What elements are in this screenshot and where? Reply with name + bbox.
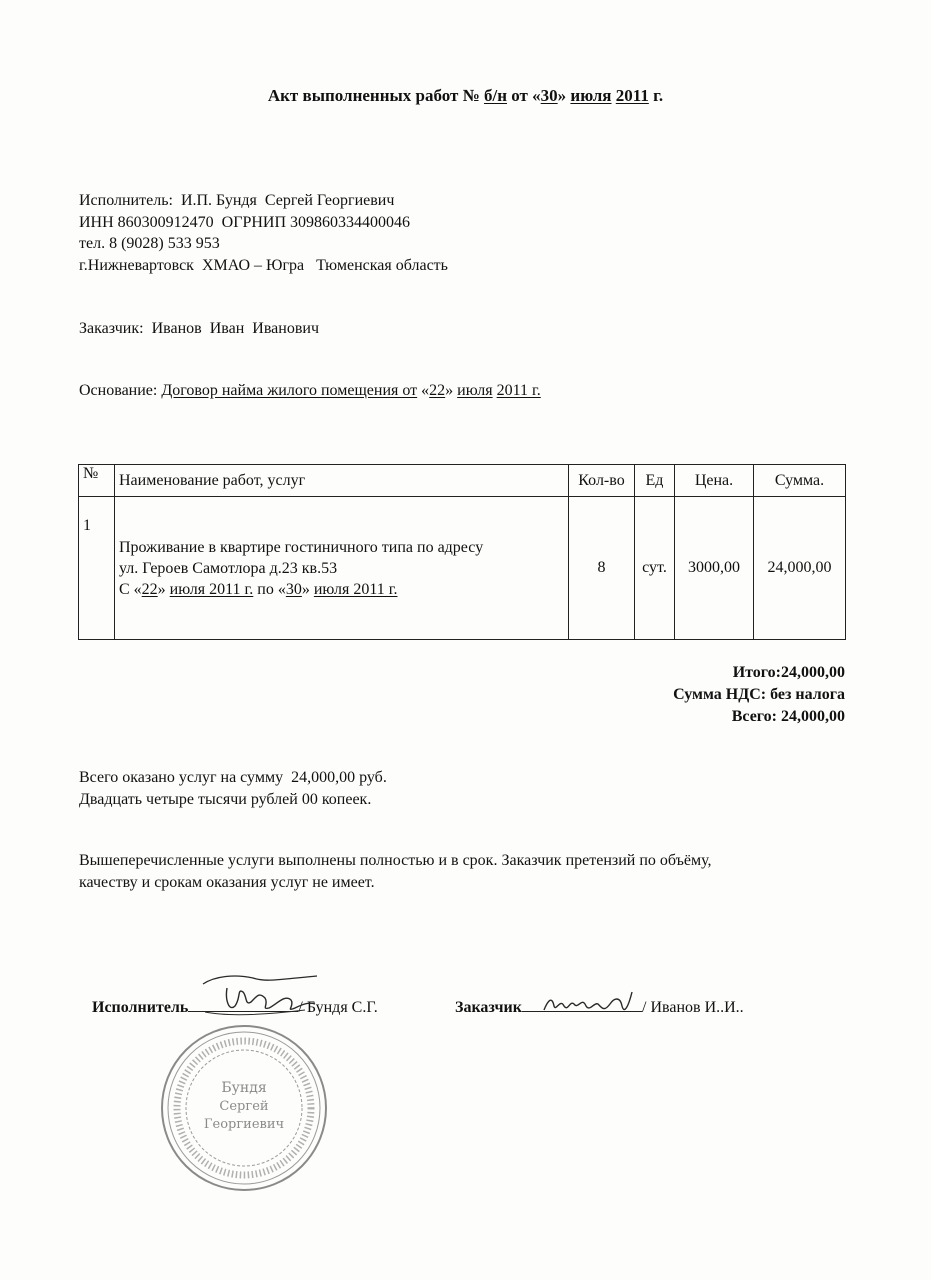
customer-sign-label: Заказчик [455,999,522,1016]
customer-sign-name: / Иванов И..И.. [642,999,744,1016]
table-header-row [79,465,846,497]
round-seal-stamp [158,1022,330,1194]
row-sum: 24,000,00 [754,497,846,640]
row-name: Проживание в квартире гостиничного типа по адресу ул. Героев Самотлора д.23 кв.53 С «22» июля 2011 г. по «30» июля 2011 г. [115,497,569,640]
total-nds: Сумма НДС: без налога [673,686,845,703]
executor-sign-name: / Бундя С.Г. [298,999,378,1016]
basis-line: Основание: Договор найма жилого помещения от «22» июля 2011 г. [79,382,541,399]
row-qty: 8 [569,497,635,640]
executor-handwritten-signature [195,972,325,1022]
executor-address: г.Нижневартовск ХМАО – Югра Тюменская область [79,256,448,274]
header-unit: Ед [635,465,675,497]
contract-name: Договор найма жилого помещения от [161,382,418,399]
seal-line-1: Бундя [221,1080,267,1096]
row-price: 3000,00 [675,497,754,640]
header-num: № [79,465,115,497]
customer-line: Заказчик: Иванов Иван Иванович [79,320,319,337]
document-title: Акт выполненных работ № б/н от «30» июля 2011 г. [267,86,664,105]
total-itogo: Итого:24,000,00 [732,664,845,681]
executor-name: Исполнитель: И.П. Бундя Сергей Георгиевич [79,192,395,209]
row-unit: сут. [635,497,675,640]
summary-words: Двадцать четыре тысячи рублей 00 копеек. [79,790,372,808]
header-sum: Сумма. [754,465,846,497]
totals-block [673,662,845,728]
header-qty: Кол-во [569,465,635,497]
executor-phone: тел. 8 (9028) 533 953 [79,235,220,252]
seal-line-3: Георгиевич [203,1117,285,1132]
customer-handwritten-signature [540,984,640,1018]
summary-amount: Всего оказано услуг на сумму 24,000,00 руб. [79,769,387,786]
executor-inn: ИНН 860300912470 ОГРНИП 309860334400046 [79,213,411,231]
table-row [79,497,846,640]
executor-details [79,190,448,276]
works-table [78,464,846,640]
header-price: Цена. [675,465,754,497]
statement-block: Вышеперечисленные услуги выполнены полностью и в срок. Заказчик претензий по объёму, качеству и срокам оказания услуг не имеет. [79,852,712,891]
header-name: Наименование работ, услуг [115,465,569,497]
executor-sign-label: Исполнитель [92,999,189,1016]
row-num: 1 [79,497,115,640]
total-vsego: Всего: 24,000,00 [731,708,845,725]
summary-block [79,767,387,810]
seal-line-2: Сергей [219,1099,269,1114]
